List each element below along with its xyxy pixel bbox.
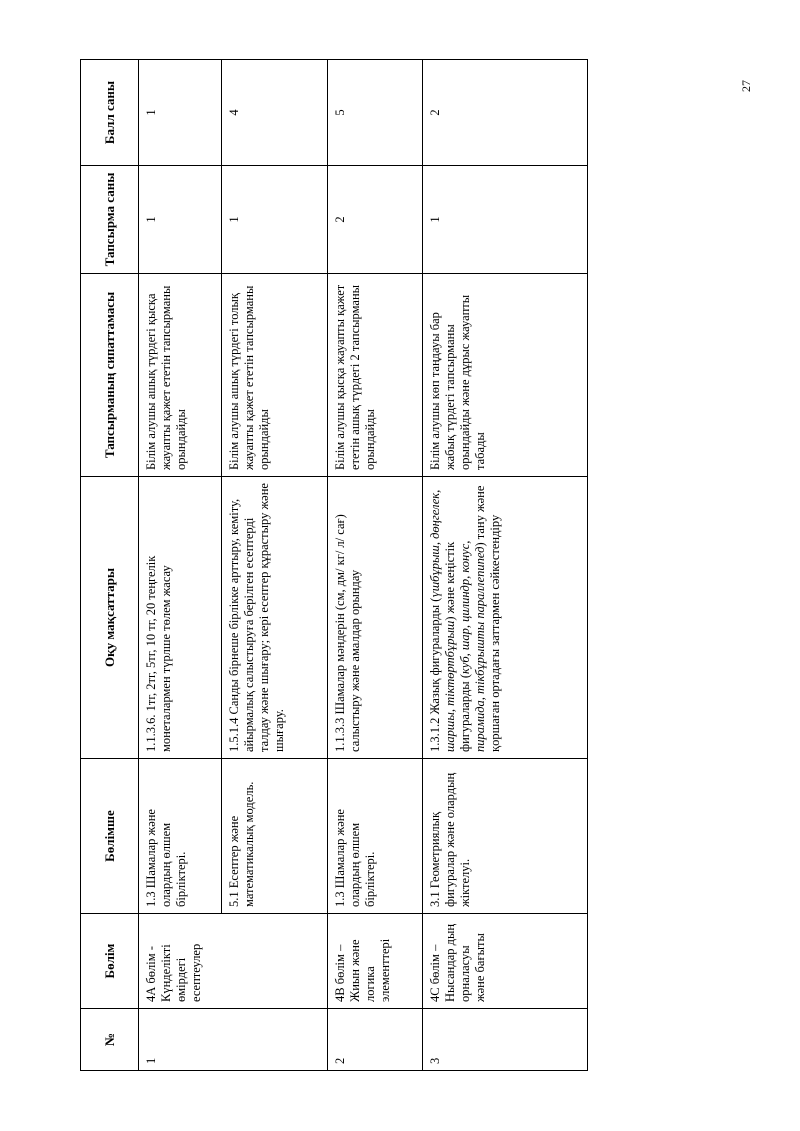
cell-no: 2 [328,1009,423,1071]
cell-section: 4А бөлім - Күнделікті өмірдегі есептеулер [139,914,328,1009]
header-objectives: Оқу мақсаттары [81,477,139,759]
cell-section: 4В бөлім – Жиын және логика элементтері [328,914,423,1009]
cell-description: Білім алушы көп таңдауы бар жабық түрдегі тапсырманы орындайды және дұрыс жауапты табады [423,274,588,477]
header-section: Бөлім [81,914,139,1009]
cell-objectives [423,477,588,759]
objective-italic-text: үшбұрыш, дөңгелек, шаршы, тіктөртбұрыш [428,489,457,752]
objective-text: ) тану және қоршаған ортадағы заттармен сәйкестендіру [473,485,502,752]
cell-subsection: 3.1 Геометриялық фигуралар және олардың жіктелуі. [423,759,588,914]
cell-objectives: 1.5.1.4 Санды бірнеше бірлікке арттыру, кеміту, айырмалық салыстыруға берілген есептерді талдау және шығару; кері есептер құрастыру және шығару. [222,477,328,759]
cell-description: Білім алушы ашық түрдегі толық жауапты қажет ететін тапсырманы орындайды [222,274,328,477]
cell-description: Білім алушы қысқа жауапты қажет ететін ашық түрдегі 2 тапсырманы орындайды [328,274,423,477]
objective-text: ) және кеңістік фигураларды ( [443,541,472,752]
header-task-count: Тапсырма саны [81,166,139,274]
cell-subsection: 1.3 Шамалар және олардың өлшем бірліктері. [139,759,222,914]
objective-text: 1.3.1.2 Жазық фигураларды ( [428,597,442,752]
cell-no: 1 [139,1009,328,1071]
table-row [423,60,588,1071]
cell-description: Білім алушы ашық түрдегі қысқа жауапты қажет ететін тапсырманы орындайды [139,274,222,477]
cell-subsection: 1.3 Шамалар және олардың өлшем бірліктері. [328,759,423,914]
table-row [328,60,423,1071]
cell-section: 4С бөлім – Нысандар дың орналасуы және бағыты [423,914,588,1009]
cell-no: 3 [423,1009,588,1071]
table-header-row [81,60,139,1071]
cell-points: 5 [328,60,423,166]
cell-points: 2 [423,60,588,166]
header-no: № [81,1009,139,1071]
cell-task-count: 1 [139,166,222,274]
table-row [139,60,222,1071]
rotated-table-container [80,60,587,1071]
header-points: Балл саны [81,60,139,166]
header-description: Тапсырманың сипаттамасы [81,274,139,477]
assessment-table [80,59,588,1071]
cell-objectives: 1.1.3.3 Шамалар мәндерін (см, дм/ кг/ л/ сағ) салыстыру және амалдар орындау [328,477,423,759]
cell-points: 4 [222,60,328,166]
cell-points: 1 [139,60,222,166]
cell-subsection: 5.1 Есептер және математикалық модель. [222,759,328,914]
cell-task-count: 1 [222,166,328,274]
cell-objectives: 1.1.3.6. 1тг, 2тг, 5тг, 10 тг, 20 теңгелік монеталармен түрлше төлем жасау [139,477,222,759]
objective-italic-text: куб, шар, цилиндр, конус, пирамида, тікбұрышты параллепипед [458,540,487,752]
cell-task-count: 1 [423,166,588,274]
page-number: 27 [739,80,753,92]
cell-task-count: 2 [328,166,423,274]
header-subsection: Бөлімше [81,759,139,914]
